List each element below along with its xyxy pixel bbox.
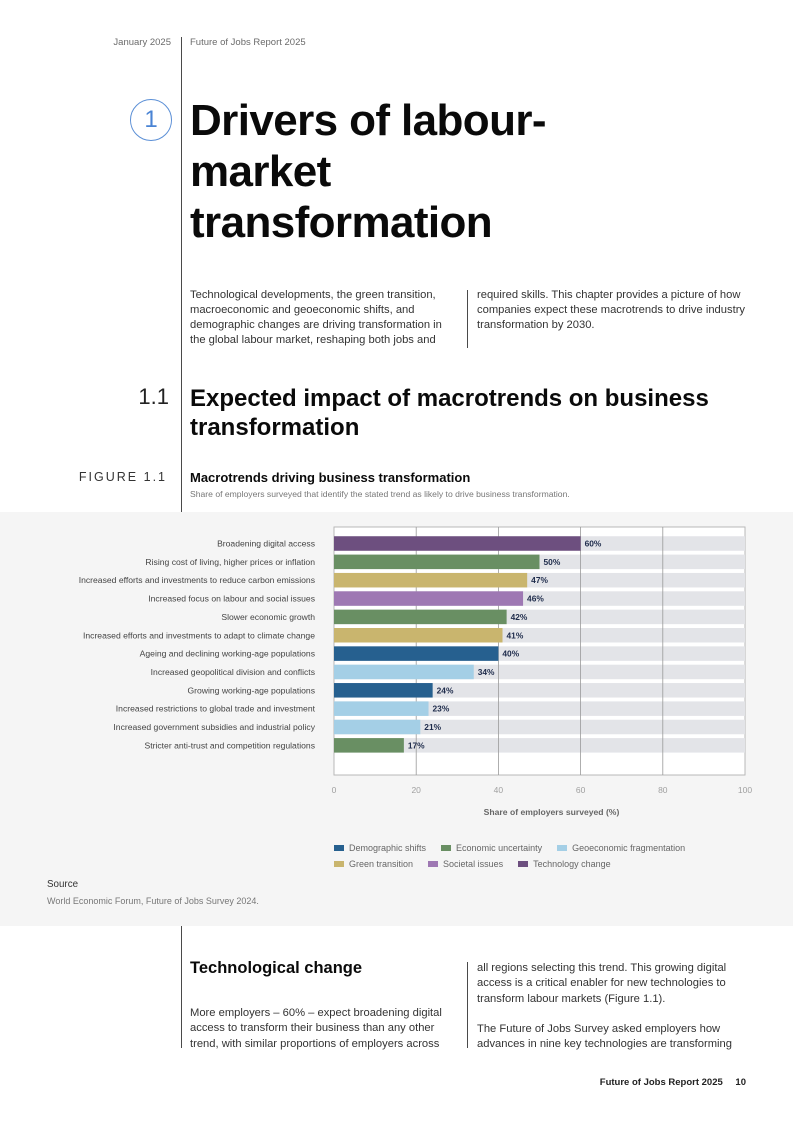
legend-row [334,840,754,856]
x-tick-label: 80 [658,785,668,795]
bar [334,701,429,716]
legend-item-economic-uncertainty [441,843,542,853]
legend-swatch [334,845,344,851]
body-col2 [477,961,747,1052]
category-label: Ageing and declining working-age populations [139,648,315,659]
data-label: 17% [407,740,425,751]
page-number: 10 [735,1077,746,1088]
source-label: Source [47,879,79,890]
legend-item-technology-change [518,859,611,869]
legend-item-geoeconomic-fragmentation [557,843,685,853]
x-tick-label: 60 [575,785,586,795]
data-label: 34% [477,666,495,677]
bar [334,665,474,680]
bar [334,738,404,753]
intro-paragraph-col2: required skills. This chapter provides a picture of how companies expect these macrotrends to drive industry transformation by 2030. [477,289,746,331]
footer [600,1077,746,1088]
x-tick-label: 40 [493,785,504,795]
bar [334,720,420,735]
column-divider-intro [467,290,468,348]
category-label: Stricter anti-trust and competition regulations [144,740,315,751]
category-label: Increased efforts and investments to reduce carbon emissions [78,575,315,586]
chapter-number-badge: 1 [130,99,172,141]
legend-item-green-transition [334,859,413,869]
bar [334,536,581,551]
x-tick-label: 100 [737,785,753,795]
category-label: Increased focus on labour and social issues [148,593,315,604]
data-label: 21% [424,722,442,732]
data-label: 41% [506,630,524,641]
bar [334,591,523,606]
data-label: 60% [584,538,602,549]
data-label: 24% [436,685,454,696]
macrotrends-bar-chart [0,512,793,822]
category-label: Increased efforts and investments to adapt to climate change [82,630,315,641]
category-label: Broadening digital access [217,538,315,549]
column-divider-body [467,962,468,1048]
data-label: 50% [543,556,561,567]
legend-swatch [441,845,451,851]
data-label: 40% [502,648,520,659]
body-paragraph: The Future of Jobs Survey asked employers how advances in nine key technologies are transforming [477,1022,732,1051]
figure-subtitle: Share of employers surveyed that identify the stated trend as likely to drive business transformation. [190,489,570,499]
subsection-title: Technological change [190,959,363,977]
bar [334,628,503,643]
figure-label: FIGURE 1.1 [78,470,167,484]
legend-label: Demographic shifts [349,843,427,853]
bar [334,646,498,661]
bar [334,573,527,588]
x-axis-label: Share of employers surveyed (%) [483,807,620,817]
legend-swatch [557,845,567,851]
legend-swatch [428,861,438,867]
category-label: Rising cost of living, higher prices or inflation [145,556,315,567]
margin-rule-bottom [181,926,182,1048]
category-label: Growing working-age populations [187,685,315,696]
header-report-title: Future of Jobs Report 2025 [190,37,306,48]
x-tick-label: 0 [331,785,337,795]
data-label: 47% [531,575,548,586]
body-paragraph: all regions selecting this trend. This growing digital access is a critical enabler for new technologies to transform labour markets (Figure 1.1). [477,962,727,1005]
footer-report-title: Future of Jobs Report 2025 [599,1077,723,1088]
figure-title: Macrotrends driving business transformation [190,470,471,485]
legend-item-societal-issues [428,859,503,869]
data-label: 23% [432,703,450,714]
section-title: Expected impact of macrotrends on business transformation [190,385,709,441]
category-label: Increased restrictions to global trade and investment [115,703,315,714]
legend-label: Economic uncertainty [456,843,543,853]
bar [334,555,540,570]
body-paragraph-col1: More employers – 60% – expect broadening digital access to transform their business than any other trend, with similar proportions of employers across [190,1007,442,1050]
category-label: Increased geopolitical division and conflicts [150,666,315,677]
category-label: Slower economic growth [221,611,315,622]
section-number: 1.1 [138,384,169,409]
legend-label: Geoeconomic fragmentation [572,843,686,853]
legend-label: Technology change [533,859,611,869]
margin-rule-top [181,37,182,512]
legend-row [334,856,754,872]
bar [334,610,507,625]
legend-label: Societal issues [443,859,504,869]
data-label: 46% [527,593,544,604]
category-label: Increased government subsidies and industrial policy [113,722,315,732]
chart-legend [334,840,754,872]
chapter-title: Drivers of labour-market transformation [190,96,546,247]
header-date: January 2025 [113,37,171,48]
data-label: 42% [510,611,528,622]
x-tick-label: 20 [411,785,421,795]
bar [334,683,433,698]
legend-label: Green transition [349,859,414,869]
intro-paragraph-col1: Technological developments, the green transition, macroeconomic and geoeconomic shifts, and demographic changes are driving transformation in the global labour market, reshaping both jobs and [190,289,442,346]
legend-swatch [518,861,528,867]
legend-swatch [334,861,344,867]
legend-item-demographic-shifts [334,843,426,853]
source-text: World Economic Forum, Future of Jobs Survey 2024. [47,896,259,906]
